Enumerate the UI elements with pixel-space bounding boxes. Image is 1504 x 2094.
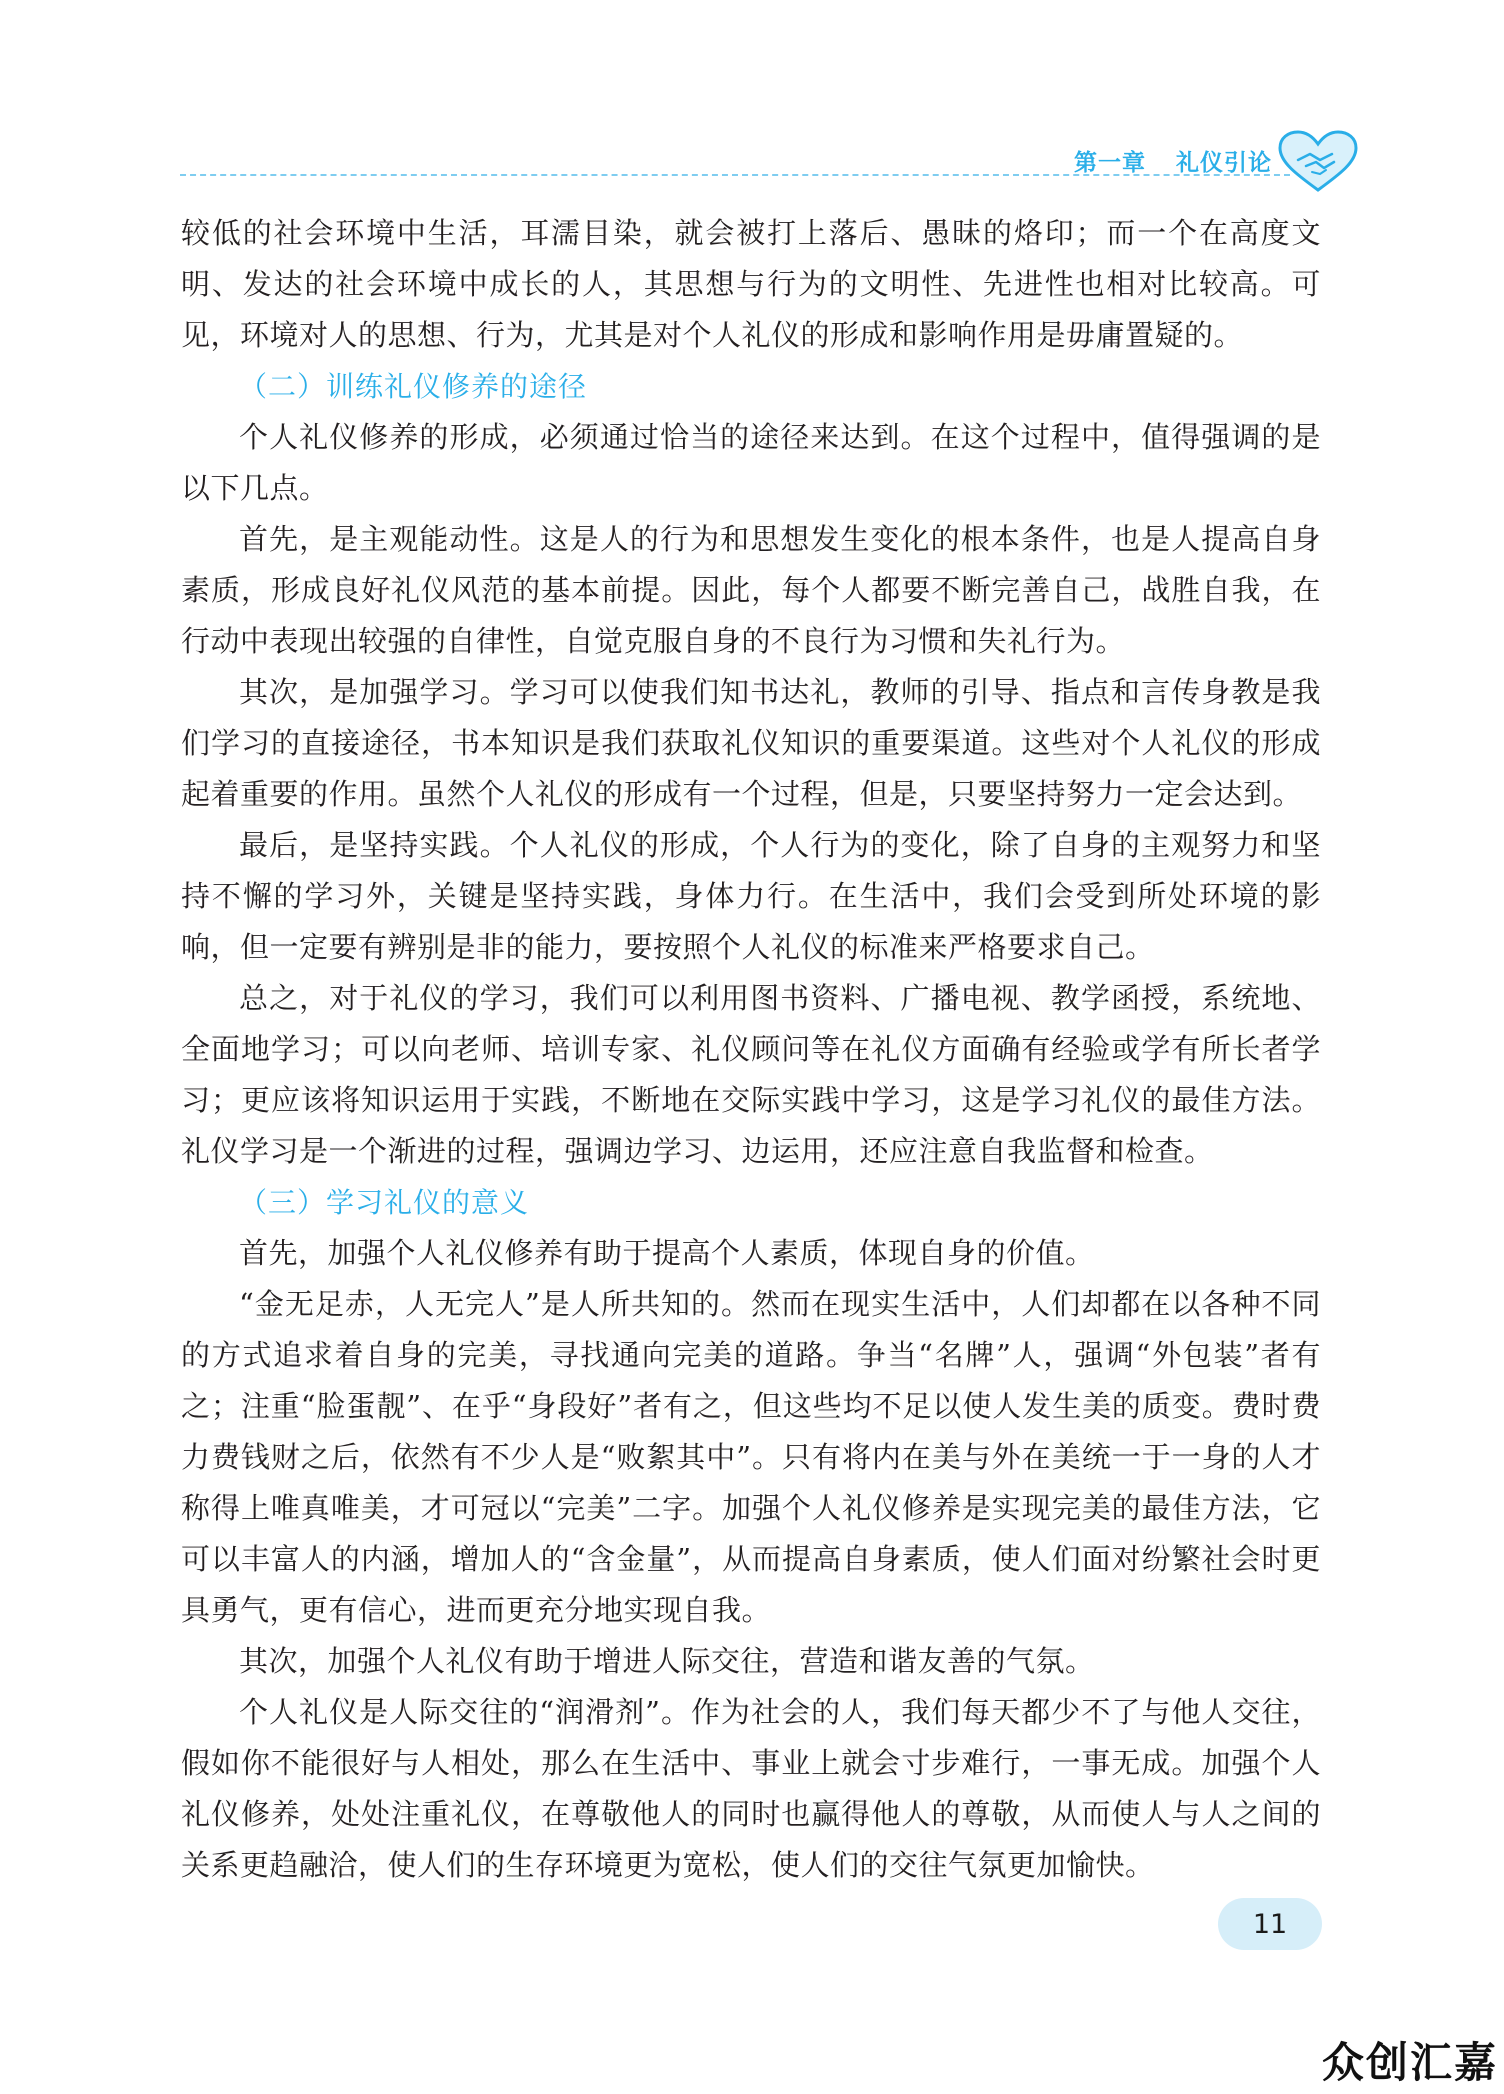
paragraph: “金无足赤，人无完人”是人所共知的。然而在现实生活中，人们却都在以各种不同的方式追求着自身的完美，寻找通向完美的道路。争当“名牌”人，强调“外包装”者有之；注重“脸蛋靓”、在乎“身段好”者有之，但这些均不足以使人发生美的质变。费时费力费钱财之后，依然有不少人是“败絮其中”。只有将内在美与外在美统一于一身的人才称得上唯真唯美，才可冠以“完美”二字。加强个人礼仪修养是实现完美的最佳方法，它可以丰富人的内涵，增加人的“含金量”，从而提高自身素质，使人们面对纷繁社会时更具勇气，更有信心，进而更充分地实现自我。 (181, 1287, 1321, 1627)
paragraph: 最后，是坚持实践。个人礼仪的形成，个人行为的变化，除了自身的主观努力和坚持不懈的学习外，关键是坚持实践，身体力行。在生活中，我们会受到所处环境的影响，但一定要有辨别是非的能力，要按照个人礼仪的标准来严格要求自己。 (181, 828, 1321, 964)
page-body (181, 208, 1321, 1891)
paragraph: 首先，是主观能动性。这是人的行为和思想发生变化的根本条件，也是人提高自身素质，形成良好礼仪风范的基本前提。因此，每个人都要不断完善自己，战胜自我，在行动中表现出较强的自律性，自觉克服自身的不良行为习惯和失礼行为。 (181, 522, 1321, 658)
paragraph: 总之，对于礼仪的学习，我们可以利用图书资料、广播电视、教学函授，系统地、全面地学习；可以向老师、培训专家、礼仪顾问等在礼仪方面确有经验或学有所长者学习；更应该将知识运用于实践，不断地在交际实践中学习，这是学习礼仪的最佳方法。礼仪学习是一个渐进的过程，强调边学习、边运用，还应注意自我监督和检查。 (181, 981, 1321, 1168)
watermark-logo: 众创汇嘉 (1321, 2038, 1498, 2087)
paragraph: 个人礼仪修养的形成，必须通过恰当的途径来达到。在这个过程中，值得强调的是以下几点。 (181, 420, 1321, 505)
header-title (1074, 144, 1272, 177)
paragraph: 其次，加强个人礼仪有助于增进人际交往，营造和谐友善的气氛。 (239, 1644, 1095, 1678)
paragraph: 较低的社会环境中生活，耳濡目染，就会被打上落后、愚昧的烙印；而一个在高度文明、发达的社会环境中成长的人，其思想与行为的文明性、先进性也相对比较高。可见，环境对人的思想、行为，尤其是对个人礼仪的形成和影响作用是毋庸置疑的。 (181, 216, 1321, 352)
header-chapter-title: 礼仪引论 (1176, 150, 1272, 176)
page-number-badge (1218, 1898, 1322, 1950)
page-number: 11 (1252, 1908, 1288, 1940)
running-header (180, 130, 1360, 190)
header-chapter: 第一章 (1074, 150, 1146, 176)
paragraph: 其次，是加强学习。学习可以使我们知书达礼，教师的引导、指点和言传身教是我们学习的直接途径，书本知识是我们获取礼仪知识的重要渠道。这些对个人礼仪的形成起着重要的作用。虽然个人礼仪的形成有一个过程，但是，只要坚持努力一定会达到。 (181, 675, 1321, 811)
paragraph: 个人礼仪是人际交往的“润滑剂”。作为社会的人，我们每天都少不了与他人交往，假如你不能很好与人相处，那么在生活中、事业上就会寸步难行，一事无成。加强个人礼仪修养，处处注重礼仪，在尊敬他人的同时也赢得他人的尊敬，从而使人与人之间的关系更趋融洽，使人们的生存环境更为宽松，使人们的交往气氛更加愉快。 (181, 1695, 1321, 1882)
section-heading-2: （二）训练礼仪修养的途径 (239, 370, 588, 403)
paragraph: 首先，加强个人礼仪修养有助于提高个人素质，体现自身的价值。 (239, 1236, 1095, 1270)
heart-handshake-icon (1276, 130, 1360, 194)
section-heading-3: （三）学习礼仪的意义 (239, 1186, 530, 1219)
header-divider (180, 174, 1290, 176)
